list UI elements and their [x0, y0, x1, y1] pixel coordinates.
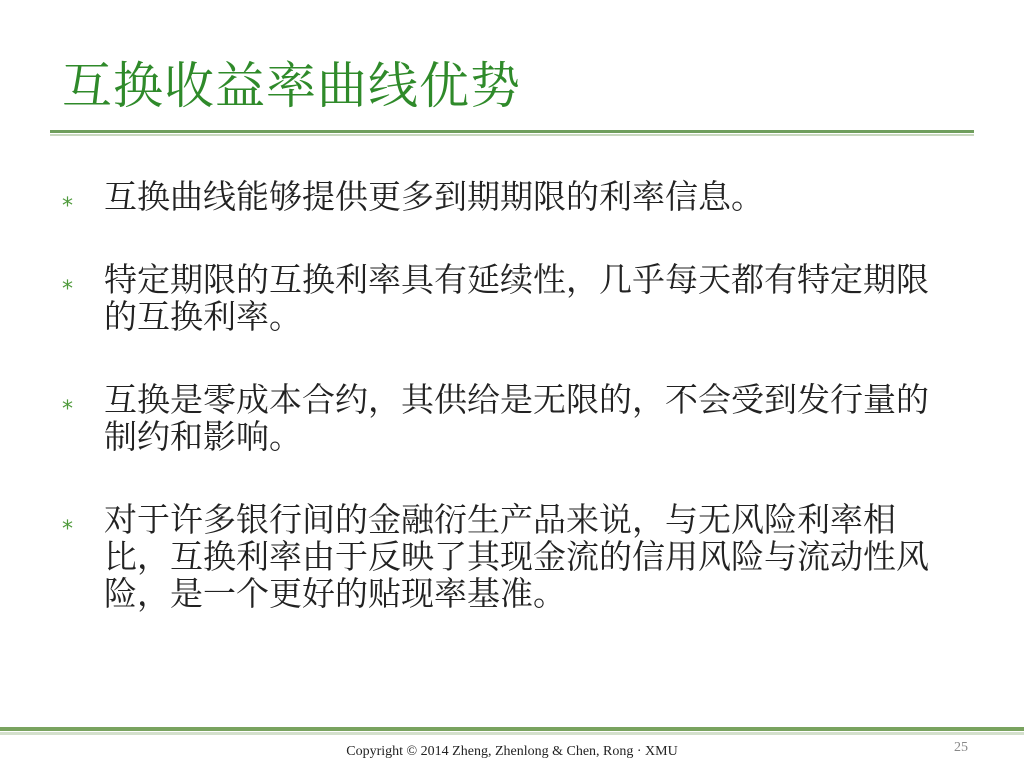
bullet-text: 互换曲线能够提供更多到期期限的利率信息。: [104, 177, 764, 216]
page-number: 25: [954, 740, 968, 755]
title-divider: [50, 130, 974, 133]
bullet-list: [62, 178, 942, 612]
bullet-item: [62, 501, 942, 612]
bullet-text: 特定期限的互换利率具有延续性，几乎每天都有特定期限的互换利率。: [104, 260, 929, 336]
bullet-text: 对于许多银行间的金融衍生产品来说，与无风险利率相比，互换利率由于反映了其现金流的信用风险与流动性风险，是一个更好的贴现率基准。: [104, 500, 929, 613]
footer-divider-shadow: [0, 732, 1024, 735]
bullet-asterisk-icon: ⁎: [62, 270, 73, 295]
bullet-asterisk-icon: ⁎: [62, 187, 73, 212]
title-divider-shadow: [50, 134, 974, 136]
bullet-item: [62, 381, 942, 455]
footer-divider: [0, 727, 1024, 731]
bullet-item: [62, 261, 942, 335]
bullet-asterisk-icon: ⁎: [62, 510, 73, 535]
bullet-item: [62, 178, 942, 215]
footer-copyright: Copyright © 2014 Zheng, Zhenlong & Chen, Rong · XMU: [346, 744, 678, 759]
bullet-text: 互换是零成本合约，其供给是无限的，不会受到发行量的制约和影响。: [104, 380, 929, 456]
bullet-asterisk-icon: ⁎: [62, 390, 73, 415]
slide-title: 互换收益率曲线优势: [62, 57, 521, 115]
